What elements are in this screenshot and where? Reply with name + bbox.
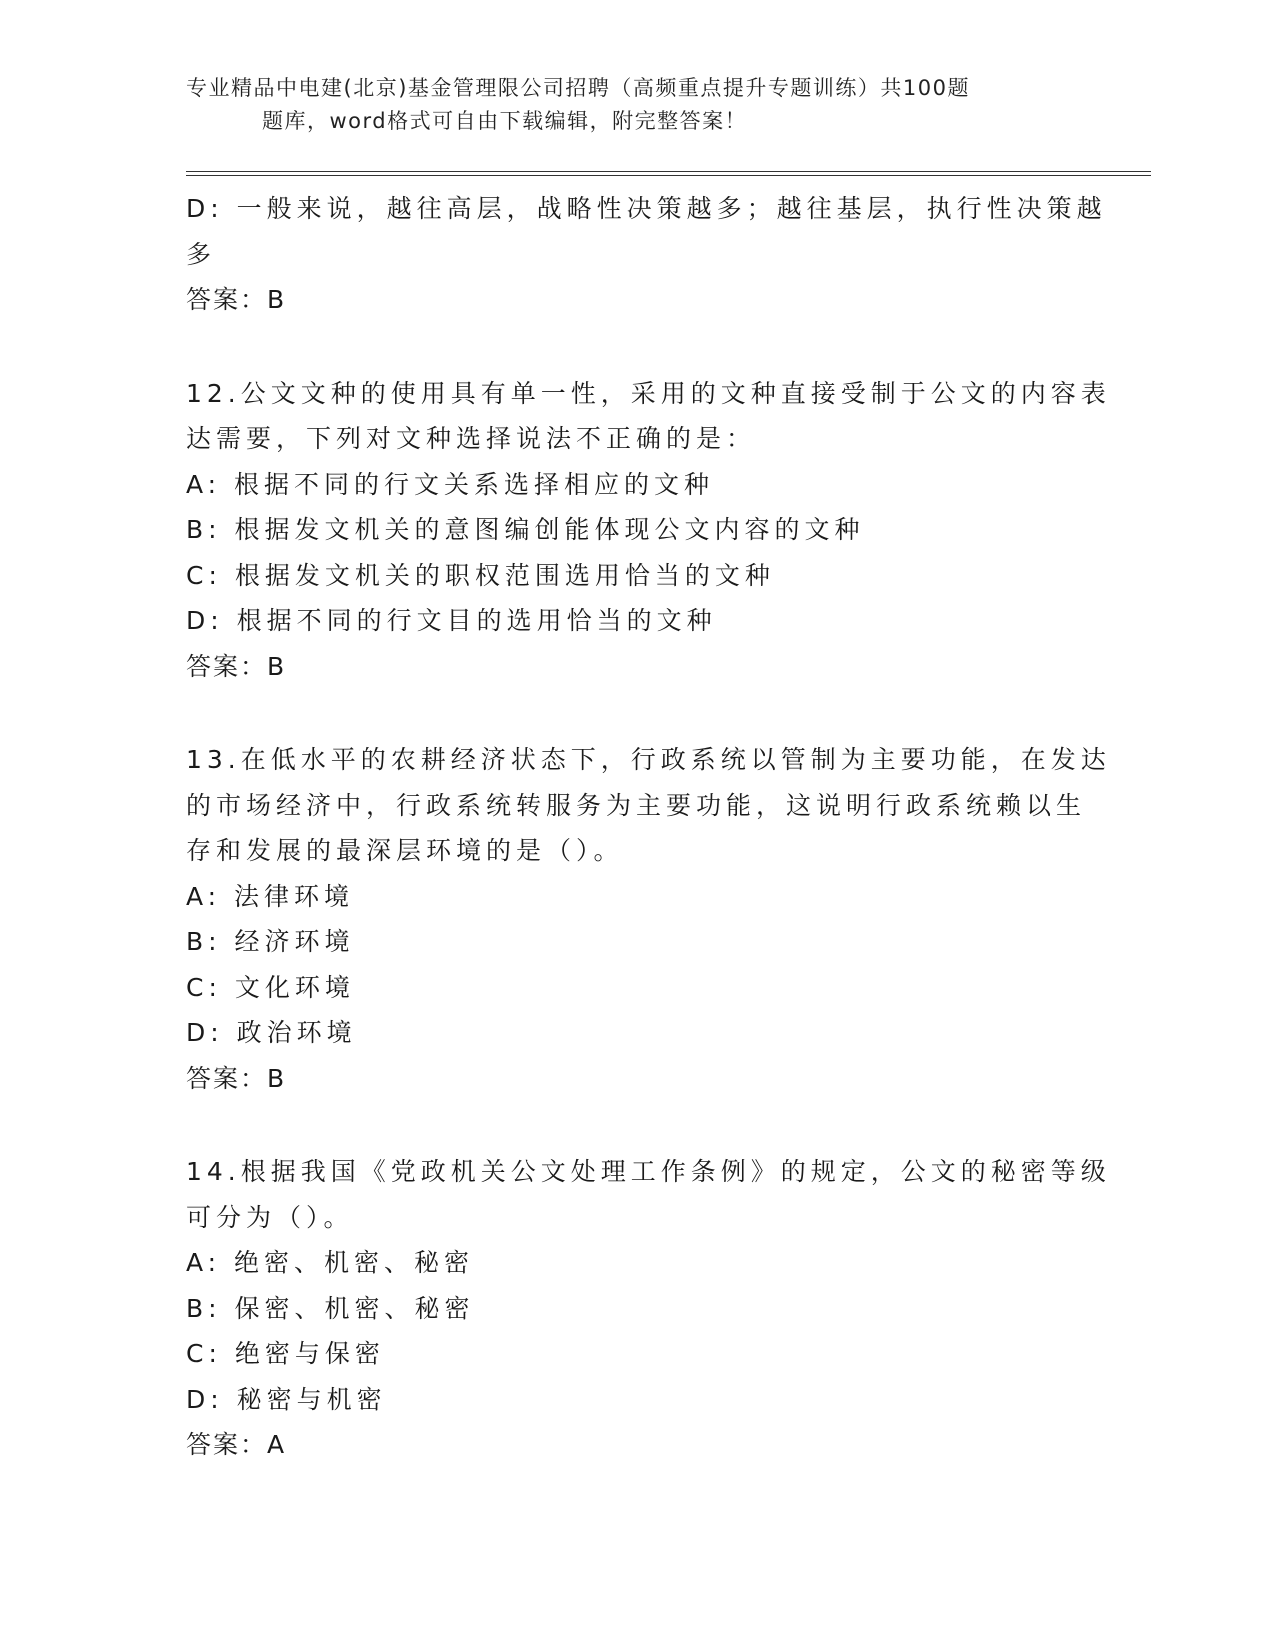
answer: 答案：B bbox=[186, 285, 287, 314]
question-text: 达需要，下列对文种选择说法不正确的是： bbox=[186, 424, 757, 453]
header-rule-top bbox=[186, 171, 1151, 172]
question-text: 14.根据我国《党政机关公文处理工作条例》的规定，公文的秘密等级 bbox=[186, 1157, 1111, 1186]
answer: 答案：B bbox=[186, 1063, 287, 1093]
question-13 bbox=[186, 737, 1111, 1101]
header-rule-bottom bbox=[186, 175, 1151, 176]
document-body bbox=[186, 186, 1111, 1468]
option-c: C: 绝密与保密 bbox=[186, 1339, 385, 1368]
document-header bbox=[186, 72, 1056, 138]
question-text: 13.在低水平的农耕经济状态下，行政系统以管制为主要功能，在发达 bbox=[186, 745, 1111, 774]
option-c: C: 根据发文机关的职权范围选用恰当的文种 bbox=[186, 560, 775, 590]
option-a: A: 法律环境 bbox=[186, 881, 355, 911]
option-b: B: 保密、机密、秘密 bbox=[186, 1293, 475, 1323]
option-c: C: 文化环境 bbox=[186, 972, 355, 1002]
option-d: D: 根据不同的行文目的选用恰当的文种 bbox=[186, 606, 717, 635]
option-a: A: 绝密、机密、秘密 bbox=[186, 1248, 475, 1277]
answer: 答案：B bbox=[186, 651, 287, 681]
question-text: 可分为（）。 bbox=[186, 1202, 354, 1232]
question-text: 的市场经济中，行政系统转服务为主要功能，这说明行政系统赖以生 bbox=[186, 790, 1087, 820]
question-12 bbox=[186, 371, 1111, 690]
question-text: 存和发展的最深层环境的是（）。 bbox=[186, 836, 624, 865]
option-b: B: 根据发文机关的意图编创能体现公文内容的文种 bbox=[186, 515, 865, 544]
option-b: B: 经济环境 bbox=[186, 927, 355, 956]
answer: 答案：A bbox=[186, 1430, 287, 1459]
option-d: D: 一般来说，越往高层，战略性决策越多；越往基层，执行性决策越 bbox=[186, 194, 1107, 223]
continued-question bbox=[186, 186, 1107, 323]
header-title-line1: 专业精品中电建(北京)基金管理限公司招聘（高频重点提升专题训练）共100题 bbox=[186, 76, 970, 100]
question-text: 12.公文文种的使用具有单一性，采用的文种直接受制于公文的内容表 bbox=[186, 378, 1111, 408]
option-a: A: 根据不同的行文关系选择相应的文种 bbox=[186, 469, 715, 499]
option-d: D: 政治环境 bbox=[186, 1018, 357, 1047]
header-title-line2: 题库，word格式可自由下载编辑，附完整答案！ bbox=[262, 109, 748, 133]
option-d-continued: 多 bbox=[186, 239, 217, 269]
option-d: D: 秘密与机密 bbox=[186, 1384, 387, 1414]
question-14 bbox=[186, 1149, 1111, 1468]
